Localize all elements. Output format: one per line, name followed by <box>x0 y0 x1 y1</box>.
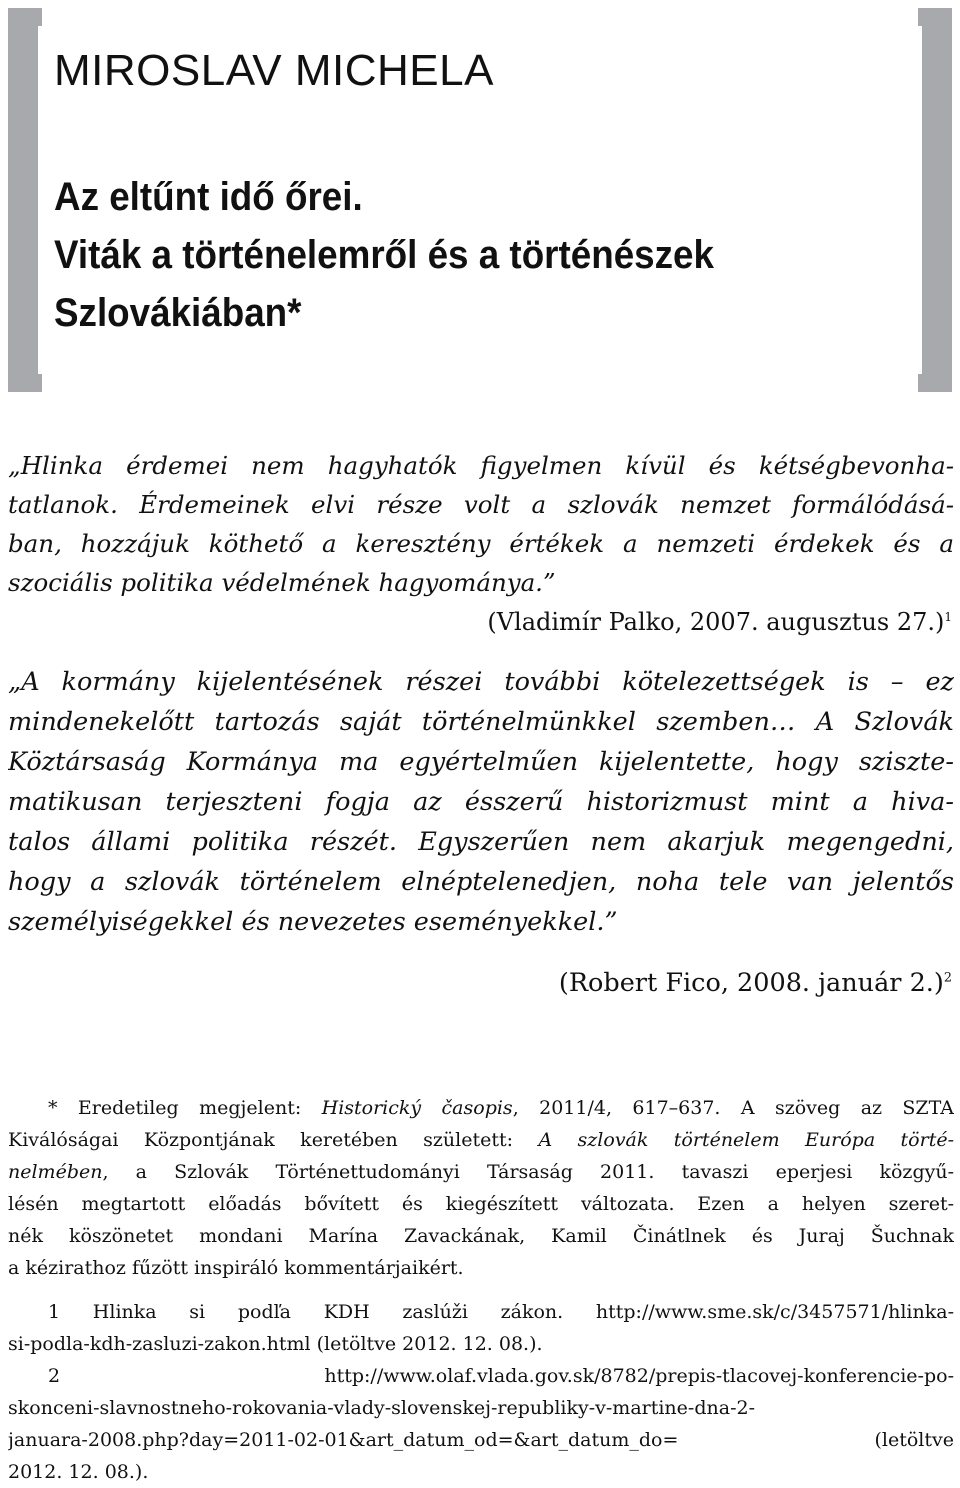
article-title <box>54 168 827 342</box>
epigraph-quote-2 <box>8 662 954 942</box>
quote-line: szociális politika védelmének hagyománya.” <box>8 568 556 597</box>
quote-line: hogy a szlovák történelem elnéptelenedjen, noha tele van jelentős <box>8 867 954 897</box>
footnote-line[interactable]: si-podla-kdh-zasluzi-zakon.html (letöltve 2012. 12. 08.). <box>8 1333 543 1355</box>
footnote-line[interactable]: 2 http://www.olaf.vlada.gov.sk/8782/prepis-tlacovej-konferencie-po- <box>48 1365 954 1387</box>
note-text: Kiválóságai Központjának keretében született: <box>8 1129 539 1151</box>
quote-line: „Hlinka érdemei nem hagyhatók figyelmen kívül és kétségbevonha- <box>8 451 954 480</box>
quote-line: ban, hozzájuk köthető a keresztény értékek a nemzeti érdekek és a <box>8 529 954 558</box>
quote-line: „A kormány kijelentésének részei további kötelezettségek is – ez <box>8 667 954 697</box>
quote-line: tatlanok. Érdemeinek elvi része volt a szlovák nemzet formálódásá- <box>8 490 954 519</box>
footnote-2 <box>8 1360 954 1488</box>
quote-line: Köztársaság Kormánya ma egyértelműen kijelentette, hogy szisztе- <box>8 747 954 777</box>
attribution-text: (Vladimír Palko, 2007. augusztus 27.) <box>487 608 945 636</box>
author-name: MIROSLAV MICHELA <box>54 46 494 95</box>
publication-note <box>8 1092 954 1284</box>
note-line <box>8 1124 954 1156</box>
epigraph-quote-1 <box>8 446 954 602</box>
note-text: , 2011/4, 617–637. A szöveg az SZTA <box>512 1097 954 1119</box>
journal-title: Historický časopis <box>321 1097 513 1119</box>
footnote-line[interactable]: skonceni-slavnostneho-rokovania-vlady-slovenskej-republiky-v-martine-dna-2- <box>8 1397 755 1419</box>
quote-2-attribution <box>559 968 952 998</box>
note-line: lésén megtartott előadás bővített és kiegészített változata. Ezen a helyen szeret- <box>8 1193 954 1215</box>
footnote-line[interactable]: januara-2008.php?day=2011-02-01&art_datum_od=&art_datum_do= (letöltve <box>8 1429 954 1451</box>
note-line <box>8 1156 954 1188</box>
footnote-ref-2[interactable]: 2 <box>943 970 952 986</box>
right-bracket-decoration <box>918 8 952 392</box>
attribution-text: (Robert Fico, 2008. január 2.) <box>558 968 944 998</box>
quote-1-attribution <box>487 608 952 636</box>
footnote-ref-1[interactable]: 1 <box>944 610 952 624</box>
title-line-1: Az eltűnt idő őrei. <box>54 175 363 219</box>
title-line-2: Viták a történelemről és a történészek <box>54 233 714 277</box>
footnote-1 <box>8 1296 954 1360</box>
quote-line: talos állami politika részét. Egyszerűen nem akarjuk megengedni, <box>8 827 954 857</box>
title-line-3: Szlovákiában* <box>54 291 302 335</box>
note-line: a kézirathoz fűzött inspiráló kommentárjaikért. <box>8 1257 464 1279</box>
footnote-line[interactable]: 1 Hlinka si podľa KDH zaslúži zákon. http://www.sme.sk/c/3457571/hlinka- <box>48 1301 954 1323</box>
quote-line: mindenekelőtt tartozás saját történelmünkkel szemben… A Szlovák <box>8 707 954 737</box>
quote-line: személyiségekkel és nevezetes eseményekkel.” <box>8 907 618 937</box>
project-title: nelmében <box>8 1161 103 1183</box>
note-text: , a Szlovák Történettudományi Társaság 2011. tavaszi eperjesi közgyű- <box>102 1161 954 1183</box>
left-bracket-decoration <box>8 8 42 392</box>
quote-line: matikusan terjeszteni fogja az ésszerű historizmust mint a hiva- <box>8 787 954 817</box>
note-line: nék köszönetet mondani Marína Zavackának, Kamil Činátlnek és Juraj Šuchnak <box>8 1225 954 1247</box>
note-line <box>8 1092 954 1124</box>
project-title: A szlovák történelem Európa törté- <box>538 1129 954 1151</box>
note-text: * Eredetileg megjelent: <box>48 1097 322 1119</box>
footnote-line: 2012. 12. 08.). <box>8 1461 149 1483</box>
